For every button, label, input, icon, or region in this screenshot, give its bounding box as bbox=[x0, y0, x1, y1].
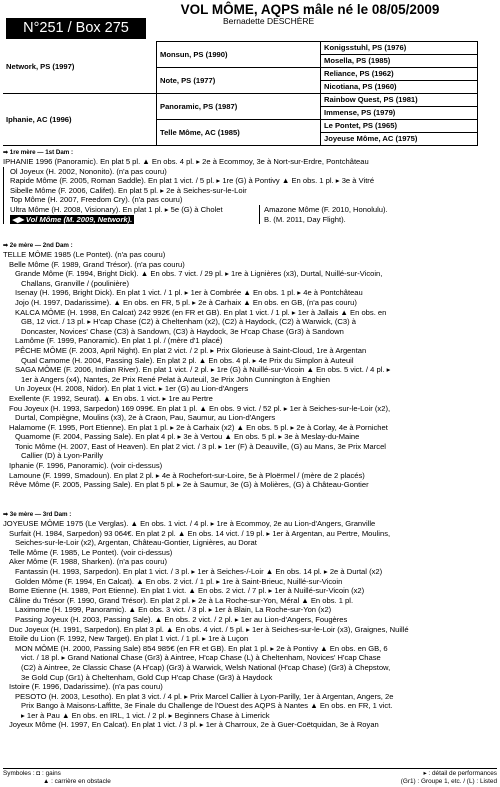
produce-line: 1er à Angers (x4), Nantes, 2e Prix René Pelat à Auteuil, 3e Prix John Cunnington à Enghien bbox=[21, 374, 330, 384]
produce-line: Surfait (H. 1984, Sarpedon) 93 064€. En plat 2 pl. ▲ En obs. 14 vict. / 19 pl. ▸ 1er à Argentan, au Pertre, Moulins, bbox=[9, 528, 391, 538]
pedigree-ggs-8: Joyeuse Môme, AC (1975) bbox=[321, 133, 478, 146]
produce-line: Golden Môme (F. 1994, En Calcat). ▲ En obs. 2 vict. / 1 pl. ▸ 1re à Saint-Brieuc, Nuillé-sur-Vicoin bbox=[15, 576, 343, 586]
pedigree-ggs-1: Konigsstuhl, PS (1976) bbox=[321, 42, 478, 55]
pedigree-ggs-6: Immense, PS (1979) bbox=[321, 107, 478, 120]
produce-line: Belle Môme (F. 1989, Grand Trésor). (n'a pas couru) bbox=[9, 259, 185, 269]
produce-line: Laximome (H. 1999, Panoramic). ▲ En obs. 3 vict. / 3 pl. ▸ 1er à Blain, La Roche-sur-Yon (x2) bbox=[15, 605, 332, 615]
foal-line: Ultra Môme (H. 2008, Visionary). En plat 1 pl. ▸ 5e (G) à Cholet bbox=[10, 204, 223, 214]
produce-line: GB, 12 vict. / 13 pl. ▸ H'cap Chase (C2) à Cheltenham (x2), (C2) à Haydock, (C2) à Warwick, (C3) à bbox=[21, 317, 356, 327]
pedigree-sire: Network, PS (1997) bbox=[3, 42, 157, 94]
page-title: VOL MÔME, AQPS mâle né le 08/05/2009 bbox=[180, 2, 440, 17]
legend-right: ▸ : détail de performances (Gr1) : Groupe 1, etc. / (L) : Listed bbox=[400, 770, 497, 785]
pedigree-ggs-3: Reliance, PS (1962) bbox=[321, 68, 478, 81]
footer-legend bbox=[3, 768, 497, 785]
produce-line: Isenay (H. 1996, Bright Dick). En plat 1 vict. / 1 pl. ▸ 1er à Combrée ▲ En obs. 1 pl. ▸ 4e à Pontchâteau bbox=[15, 288, 363, 298]
produce-line: Durtal, Compiègne, Moulins (x3), 2e à Craon, Pau, Saumur, au Lion-d'Angers bbox=[15, 413, 276, 423]
produce-line: Qual Camome (H. 2004, Passing Sale). En plat 2 pl. ▲ En obs. 4 pl. ▸ 4e Prix du Simplon à Auteuil bbox=[21, 355, 354, 365]
lot-box: N°251 / Box 275 bbox=[6, 18, 146, 39]
produce-line: Quamome (F. 2004, Passing Sale). En plat 4 pl. ▸ 3e à Vertou ▲ En obs. 5 pl. ▸ 3e à Meslay-du-Maine bbox=[15, 432, 360, 442]
produce-line: Lamoune (F. 1999, Smadoun). En plat 2 pl. ▸ 4e à Rochefort-sur-Loire, 5e à Ploërmel / (mère de 2 placés) bbox=[9, 470, 365, 480]
first-dam-section bbox=[3, 147, 497, 224]
produce-line: Câline du Trésor (F. 1990, Grand Trésor). En plat 2 pl. ▸ 2e à La Roche-sur-Yon, Méral ▲ En obs. 1 pl. bbox=[9, 595, 354, 605]
foal-line: Top Môme (H. 2007, Freedom Cry). (n'a pas couru) bbox=[10, 195, 183, 205]
pedigree-ggs-2: Mosella, PS (1985) bbox=[321, 55, 478, 68]
produce-line: Istoire (F. 1996, Dadarissime). (n'a pas couru) bbox=[9, 682, 163, 692]
pedigree-table bbox=[3, 41, 478, 146]
pedigree-grandsire-1: Monsun, PS (1990) bbox=[157, 42, 321, 68]
produce-line: Bome Etienne (H. 1989, Port Etienne). En plat 1 vict. ▲ En obs. 2 vict. / 7 pl. ▸ 1er à Nuillé-sur-Vicoin (x2) bbox=[9, 586, 365, 596]
produce-line: Aker Môme (F. 1988, Sharken). (n'a pas couru) bbox=[9, 557, 168, 567]
pedigree-grandsire-2: Note, PS (1977) bbox=[157, 68, 321, 94]
pedigree-ggs-7: Le Pontet, PS (1965) bbox=[321, 120, 478, 133]
produce-line: Grande Môme (F. 1994, Bright Dick). ▲ En obs. 7 vict. / 29 pl. ▸ 1re à Lignières (x3), Durtal, Nuillé-sur-Vicoin, bbox=[15, 269, 383, 279]
foal-line: Sibelle Môme (F. 2006, Califet). En plat 5 pl. ▸ 2e à Seiches-sur-le-Loir bbox=[10, 185, 247, 195]
produce-line: Passing Joyeux (H. 2003, Passing Sale). ▲ En obs. 2 vict. / 2 pl. ▸ 1er au Lion-d'Angers, Fougères bbox=[15, 614, 348, 624]
produce-line: (C2) à Aintree, 2e Classic Chase (A H'cap) (Gr3) à Warwick, Welsh National (H'cap Chase) (Gr3) à Chepstow, bbox=[21, 662, 391, 672]
first-dam-heading: ➡ 1re mère — 1st Dam : bbox=[3, 149, 74, 156]
foal-line-highlight: ◀▶ Vol Môme (M. 2009, Network). bbox=[12, 214, 133, 224]
produce-line: Exellente (F. 1992, Seurat). ▲ En obs. 1 vict. ▸ 1re au Pertre bbox=[9, 393, 213, 403]
foal-line: B. (M. 2011, Day Flight). bbox=[264, 214, 346, 224]
produce-line: PESOTO (H. 2003, Lesotho). En plat 3 vict. / 4 pl. ▸ Prix Marcel Callier à Lyon-Parilly, 1er à Argentan, Angers, 2e bbox=[15, 691, 394, 701]
pedigree-granddam: Telle Môme, AC (1985) bbox=[157, 120, 321, 146]
pedigree-grandsire-3: Panoramic, PS (1987) bbox=[157, 94, 321, 120]
third-dam-section bbox=[3, 509, 497, 730]
second-dam-heading: ➡ 2e mère — 2nd Dam : bbox=[3, 242, 73, 249]
foal-line: Amazone Môme (F. 2010, Honolulu). bbox=[264, 204, 388, 214]
produce-line: Tonic Môme (H. 2007, East of Heaven). En plat 2 vict. / 3 pl. ▸ 1er (F) à Deauville, (G) au Mans, 3e Prix Marcel bbox=[15, 441, 386, 451]
pedigree-ggs-5: Rainbow Quest, PS (1981) bbox=[321, 94, 478, 107]
produce-line: Halamome (F. 1995, Port Etienne). En plat 1 pl. ▸ 2e à Carhaix (x2) ▲ En obs. 5 pl. ▸ 2e à Corlay, 4e à Pornichet bbox=[9, 422, 388, 432]
produce-line: PÊCHE MÔME (F. 2003, April Night). En plat 2 vict. / 2 pl. ▸ Prix Glorieuse à Saint-Cloud, 1re à Argentan bbox=[15, 345, 367, 355]
dam-line: JOYEUSE MÔME 1975 (Le Verglas). ▲ En obs. 1 vict. / 4 pl. ▸ 1re à Ecommoy, 2e au Lion-d'Angers, Granville bbox=[3, 519, 376, 528]
pedigree-dam: Iphanie, AC (1996) bbox=[3, 94, 157, 146]
produce-line: ▸ 1er à Pau ▲ En obs. en IRL, 1 vict. / 2 pl. ▸ Beginners Chase à Limerick bbox=[21, 710, 270, 720]
produce-line: 3e Gold Cup (Gr1) à Cheltenham, Gold Cup H'cap Chase (Gr3) à Haydock bbox=[21, 672, 273, 682]
arrow-icon: ➡ bbox=[3, 150, 9, 156]
produce-line: SAGA MÔME (F. 2006, Indian River). En plat 1 vict. / 2 pl. ▸ 1re (G) à Nuillé-sur-Vicoin ▲ En obs. 5 vict. / 4 pl. ▸ bbox=[15, 365, 391, 375]
produce-line: Seiches-sur-le-Loir (x2), Argentan, Château-Gontier, Lignières, au Dorat bbox=[15, 538, 257, 548]
produce-line: Etoile du Lion (F. 1992, New Target). En plat 1 vict. / 1 pl. ▸ 1re à Luçon bbox=[9, 634, 249, 644]
produce-line: MON MÔME (H. 2000, Passing Sale) 854 985€ (en FR et GB). En plat 1 pl. ▸ 2e à Pontivy ▲ En obs. en GB, 6 bbox=[15, 643, 388, 653]
produce-line: Challans, Granville / (poulinière) bbox=[21, 278, 130, 288]
produce-line: Telle Môme (F. 1985, Le Pontet). (voir ci-dessus) bbox=[9, 547, 173, 557]
produce-line: Lamôme (F. 1999, Panoramic). En plat 1 pl. / (mère d'1 placé) bbox=[15, 336, 223, 346]
breeder-name: Bernadette DESCHÈRE bbox=[223, 16, 315, 26]
produce-line: Doncaster, Novices' Chase (C3) à Sandown, (C3) à Haydock, 3e H'cap Chase (Gr3) à Sandown bbox=[21, 326, 344, 336]
dam-line: IPHANIE 1996 (Panoramic). En plat 5 pl. ▲ En obs. 4 pl. ▸ 2e à Ecommoy, 3e à Nort-sur-Erdre, Pontchâteau bbox=[3, 157, 369, 166]
produce-line: Fantassin (H. 1993, Sarpedon). En plat 1 vict. / 3 pl. ▸ 1er à Seiches-/-Loir ▲ En obs. 14 pl. ▸ 2e à Durtal (x2) bbox=[15, 566, 383, 576]
produce-line: vict. / 18 pl. ▸ Grand National Chase (Gr3) à Aintree, H'cap Chase (L) à Cheltenham, Novices' H'cap Chase bbox=[21, 653, 381, 663]
produce-line: Joyeux Môme (H. 1997, En Calcat). En plat 1 vict. / 3 pl. ▸ 1er à Charroux, 2e à Guer-Coëtquidan, 3e à Royan bbox=[9, 720, 379, 730]
arrow-icon: ➡ bbox=[3, 512, 9, 518]
arrow-icon: ➡ bbox=[3, 243, 9, 249]
produce-line: Un Joyeux (H. 2008, Nidor). En plat 1 vict. ▸ 1er (G) au Lion-d'Angers bbox=[15, 384, 249, 394]
produce-line: Prix Bango à Maisons-Laffitte, 3e Finale du Challenge de l'Ouest des AQPS à Nantes ▲ En obs. en FR, 1 vict. bbox=[21, 701, 393, 711]
produce-line: Duc Joyeux (H. 1991, Sarpedon). En plat 3 pl. ▲ En obs. 4 vict. / 5 pl. ▸ 1er à Seiches-sur-le-Loir (x3), Graignes, Nuillé bbox=[9, 624, 409, 634]
third-dam-heading: ➡ 3e mère — 3rd Dam : bbox=[3, 511, 72, 518]
legend-left: Symboles : ◘ : gains ▲ : carrière en obstacle bbox=[3, 770, 111, 785]
foal-line: Ol Joyeux (H. 2002, Nononito). (n'a pas couru) bbox=[10, 166, 167, 176]
second-dam-section bbox=[3, 240, 497, 490]
produce-line: KALCA MÔME (H. 1998, En Calcat) 242 992€ (en FR et GB). En plat 1 vict. / 1 pl. ▸ 1er à Jallais ▲ En obs. en bbox=[15, 307, 387, 317]
produce-line: Jojo (H. 1997, Dadarissime). ▲ En obs. en FR, 5 pl. ▸ 2e à Carhaix ▲ En obs. en GB, (n'a pas couru) bbox=[15, 297, 357, 307]
foal-line: Rapide Môme (F. 2005, Roman Saddle). En plat 1 vict. / 5 pl. ▸ 1re (G) à Pontivy ▲ En obs. 1 pl. ▸ 3e à Vitré bbox=[10, 176, 375, 186]
produce-line: Callier (D) à Lyon-Parilly bbox=[21, 451, 104, 461]
pedigree-ggs-4: Nicotiana, PS (1960) bbox=[321, 81, 478, 94]
produce-line: Rêve Môme (F. 2005, Passing Sale). En plat 5 pl. ▸ 2e à Saumur, 3e (G) à Molières, (G) à Château-Gontier bbox=[9, 480, 369, 490]
produce-line: Fou Joyeux (H. 1993, Sarpedon) 169 099€. En plat 1 pl. ▲ En obs. 9 vict. / 52 pl. ▸ 1er à Seiches-sur-le-Loir (x2), bbox=[9, 403, 391, 413]
dam-line: TELLE MÔME 1985 (Le Pontet). (n'a pas couru) bbox=[3, 250, 166, 259]
produce-line: Iphanie (F. 1996, Panoramic). (voir ci-dessus) bbox=[9, 461, 163, 471]
